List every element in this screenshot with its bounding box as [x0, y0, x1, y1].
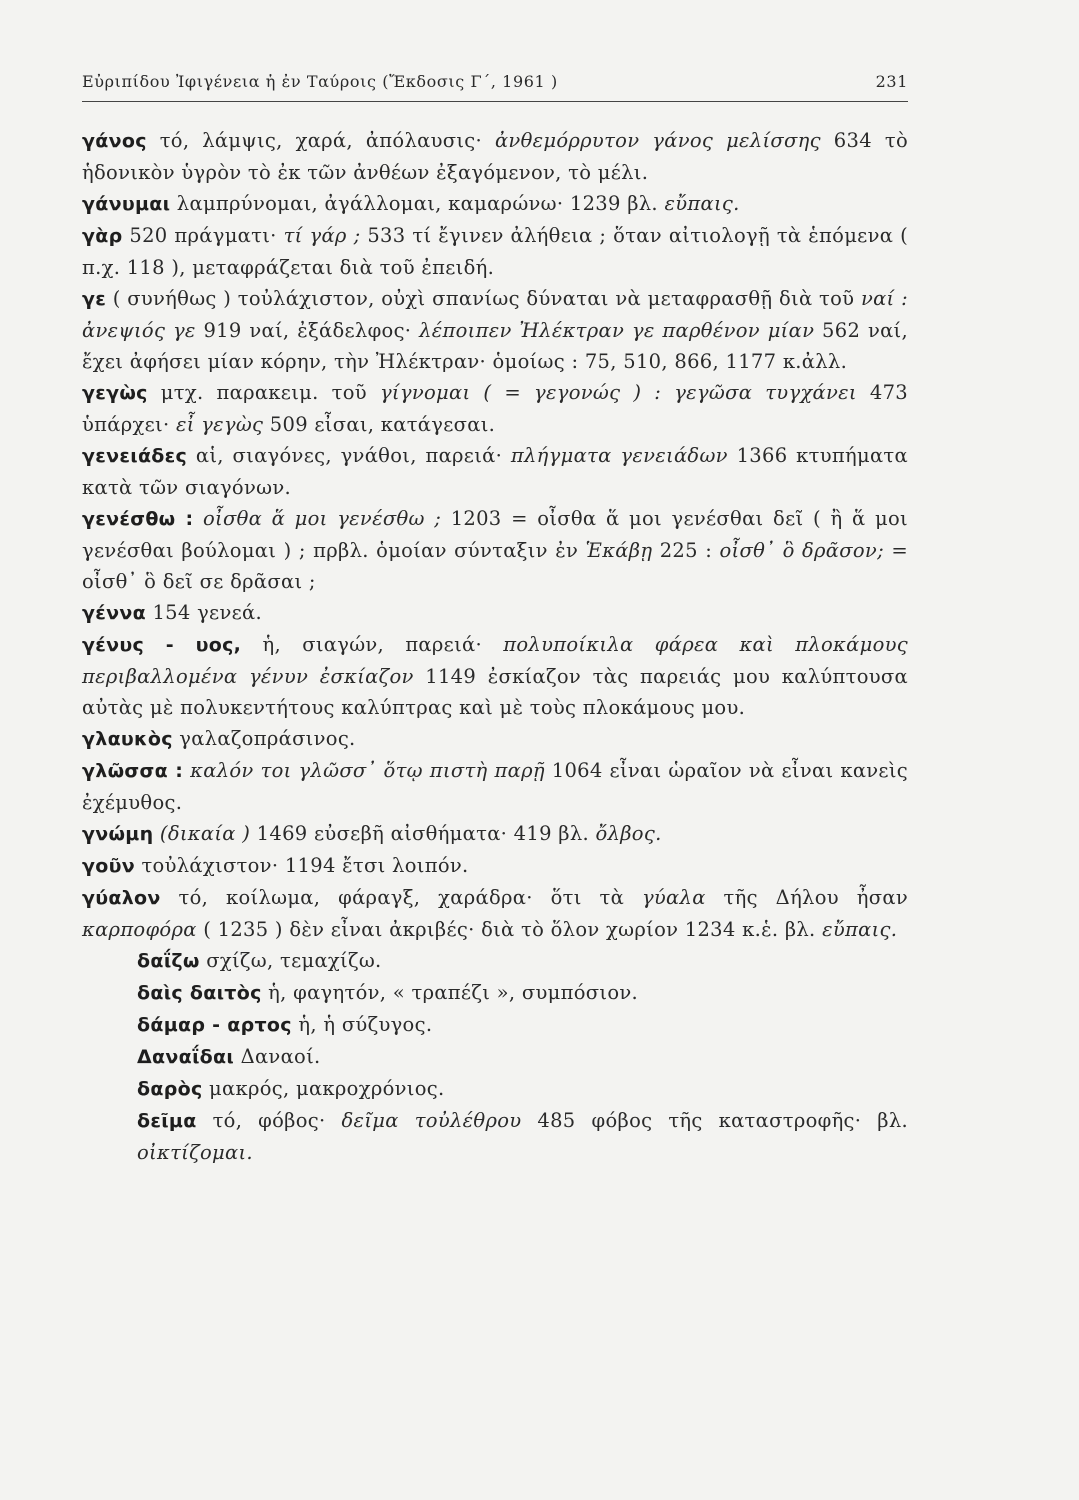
definition-text: 533 τί ἔγινεν ἀλήθεια ; ὅταν αἰτιολογῇ τὰ ἑπόμενα ( π.χ. 118 ), μεταφράζεται διὰ τοῦ ἐπειδή.: [82, 224, 908, 279]
definition-text: [193, 507, 203, 530]
quotation-text: οἶσθ᾽ ὃ δρᾶσον;: [719, 539, 884, 562]
definition-text: ἡ, ἡ σύζυγος.: [291, 1013, 433, 1036]
quotation-text: γίγνομαι ( = γεγονώς ) : γεγῶσα τυγχάνει: [379, 381, 857, 404]
headword: δαρὸς: [137, 1078, 203, 1100]
quotation-text: ἀνθεμόρρυτον γάνος μελίσσης: [494, 129, 821, 152]
headword: δάμαρ - αρτος: [137, 1014, 292, 1036]
glossary-entry: [82, 377, 908, 440]
headword: Δαναΐδαι: [137, 1046, 235, 1068]
glossary-entry: [82, 1009, 908, 1041]
definition-text: μακρός, μακροχρόνιος.: [202, 1077, 445, 1100]
headword: γενέσθω :: [82, 508, 194, 530]
definition-text: 520 πράγματι·: [122, 224, 284, 247]
quotation-text: ναί : ἀνεψιός γε: [82, 287, 908, 342]
headword: γνώμη: [82, 823, 154, 845]
glossary-entry: [82, 503, 908, 597]
headword: γύαλον: [82, 887, 161, 909]
quotation-text: δεῖμα τοὐλέθρου: [341, 1109, 522, 1132]
definition-text: 473 ὑπάρχει·: [82, 381, 908, 436]
quotation-text: καρποφόρα: [82, 918, 197, 941]
headword: γέννα: [82, 602, 146, 624]
header-title: Εὐριπίδου Ἰφιγένεια ἡ ἐν Ταύροις (Ἔκδοσις Γ΄, 1961 ): [82, 72, 558, 91]
quotation-text: οἶσθα ἅ μοι γενέσθω ;: [202, 507, 442, 530]
headword: γενειάδες: [82, 445, 188, 467]
definition-text: σχίζω, τεμαχίζω.: [199, 949, 382, 972]
quotation-text: (δικαία ): [159, 822, 251, 845]
definition-text: λαμπρύνομαι, ἀγάλλομαι, καμαρώνω· 1239 βλ.: [170, 192, 665, 215]
quotation-text: καλόν τοι γλῶσσ᾽ ὅτῳ πιστὴ παρῇ: [190, 759, 545, 782]
glossary-entry: [82, 283, 908, 377]
definition-text: ἡ, φαγητόν, « τραπέζι », συμπόσιον.: [261, 981, 639, 1004]
glossary-entry: [82, 850, 908, 882]
definition-text: 634 τὸ ἡδονικὸν ὑγρὸν τὸ ἐκ τῶν ἀνθέων ἐξαγόμενον, τὸ μέλι.: [82, 129, 908, 184]
definition-text: 919 ναί, ἐξάδελφος·: [195, 319, 420, 342]
glossary-entries: [82, 125, 908, 1168]
glossary-entry: [82, 882, 908, 945]
glossary-entry: [82, 818, 908, 850]
definition-text: ἡ, σιαγών, παρειά·: [241, 633, 504, 656]
glossary-entry: [82, 755, 908, 818]
definition-text: τοὐλάχιστον· 1194 ἔτσι λοιπόν.: [134, 854, 469, 877]
page-number: 231: [875, 72, 908, 91]
headword: γε: [82, 288, 107, 310]
glossary-entry: [82, 125, 908, 188]
headword: δαΐζω: [137, 950, 200, 972]
definition-text: 509 εἶσαι, κατάγεσαι.: [263, 413, 496, 436]
running-header: [82, 72, 908, 102]
definition-text: τῆς Δήλου ἦσαν: [705, 886, 908, 909]
definition-text: 1469 εὐσεβῆ αἰσθήματα· 419 βλ.: [250, 822, 596, 845]
quotation-text: εἶ γεγὼς: [175, 413, 264, 436]
definition-text: γαλαζοπράσινος.: [172, 727, 356, 750]
definition-text: 154 γενεά.: [145, 601, 262, 624]
definition-text: ( συνήθως ) τοὐλάχιστον, οὐχὶ σπανίως δύναται νὰ μεταφρασθῇ διὰ τοῦ: [106, 287, 861, 310]
glossary-entry: [82, 188, 908, 220]
glossary-entry: [82, 597, 908, 629]
glossary-entry: [82, 440, 908, 503]
headword: δαὶς δαιτὸς: [137, 982, 262, 1004]
definition-text: τό, κοίλωμα, φάραγξ, χαράδρα· ὅτι τὰ: [160, 886, 642, 909]
quotation-text: τί γάρ ;: [283, 224, 361, 247]
definition-text: 1064 εἶναι ὡραῖον νὰ εἶναι κανεὶς ἐχέμυθος.: [82, 759, 909, 814]
definition-text: τό, φόβος·: [196, 1109, 342, 1132]
headword: δεῖμα: [137, 1110, 197, 1132]
definition-text: 1149 ἐσκίαζον τὰς παρειάς μου καλύπτουσα αὐτὰς μὲ πολυκεντήτους καλύπτρας καὶ μὲ τοὺς πλοκάμους μου.: [82, 665, 909, 719]
quotation-text: γύαλα: [641, 886, 706, 909]
definition-text: 562 ναί, ἔχει ἀφήσει μίαν κόρην, τὴν Ἠλέκτραν· ὁμοίως : 75, 510, 866, 1177 κ.ἀλλ.: [82, 319, 909, 373]
definition-text: 1203 = οἶσθα ἅ μοι γενέσθαι δεῖ ( ἢ ἅ μοι γενέσθαι βούλομαι ) ; πρβλ. ὁμοίαν σύνταξιν ἐν: [82, 507, 909, 562]
definition-text: 1366 κτυπήματα κατὰ τῶν σιαγόνων.: [82, 444, 908, 499]
glossary-entry: [82, 629, 908, 723]
quotation-text: εὔπαις.: [664, 192, 740, 215]
quotation-text: λέποιπεν Ἠλέκτραν γε παρθένον μίαν: [419, 319, 815, 342]
quotation-text: Ἑκάβῃ: [585, 539, 653, 562]
glossary-entry: [82, 723, 908, 755]
glossary-entry: [82, 1105, 908, 1168]
glossary-entry: [82, 1041, 908, 1073]
glossary-entry: [82, 220, 908, 283]
definition-text: μτχ. παρακειμ. τοῦ: [147, 381, 380, 404]
headword: γάνυμαι: [82, 193, 171, 215]
quotation-text: οἰκτίζομαι.: [137, 1141, 253, 1164]
headword: γοῦν: [82, 855, 135, 877]
definition-text: Δαναοί.: [234, 1045, 321, 1068]
quotation-text: πλήγματα γενειάδων: [510, 444, 728, 467]
definition-text: 485 φόβος τῆς καταστροφῆς· βλ.: [521, 1109, 908, 1132]
definition-text: ( 1235 ) δὲν εἶναι ἀκριβές· διὰ τὸ ὅλον χωρίον 1234 κ.ἑ. βλ.: [196, 918, 823, 941]
headword: γένυς - υος,: [82, 634, 242, 656]
glossary-entry: [82, 945, 908, 977]
definition-text: τό, λάμψις, χαρά, ἀπόλαυσις·: [146, 129, 495, 152]
quotation-text: ὄλβος.: [595, 822, 662, 845]
headword: γὰρ: [82, 225, 123, 247]
headword: γλῶσσα :: [82, 760, 184, 782]
headword: γλαυκὸς: [82, 728, 173, 750]
glossary-entry: [82, 1073, 908, 1105]
definition-text: = οἶσθ᾽ ὃ δεῖ σε δρᾶσαι ;: [82, 539, 908, 593]
definition-text: αἱ, σιαγόνες, γνάθοι, παρειά·: [187, 444, 511, 467]
glossary-entry: [82, 977, 908, 1009]
headword: γάνος: [82, 130, 147, 152]
quotation-text: εὔπαις.: [822, 918, 898, 941]
quotation-text: πολυποίκιλα φάρεα καὶ πλοκάμους περιβαλλομένα γένυν ἐσκίαζον: [82, 633, 908, 688]
definition-text: 225 :: [652, 539, 720, 562]
headword: γεγὼς: [82, 382, 148, 404]
